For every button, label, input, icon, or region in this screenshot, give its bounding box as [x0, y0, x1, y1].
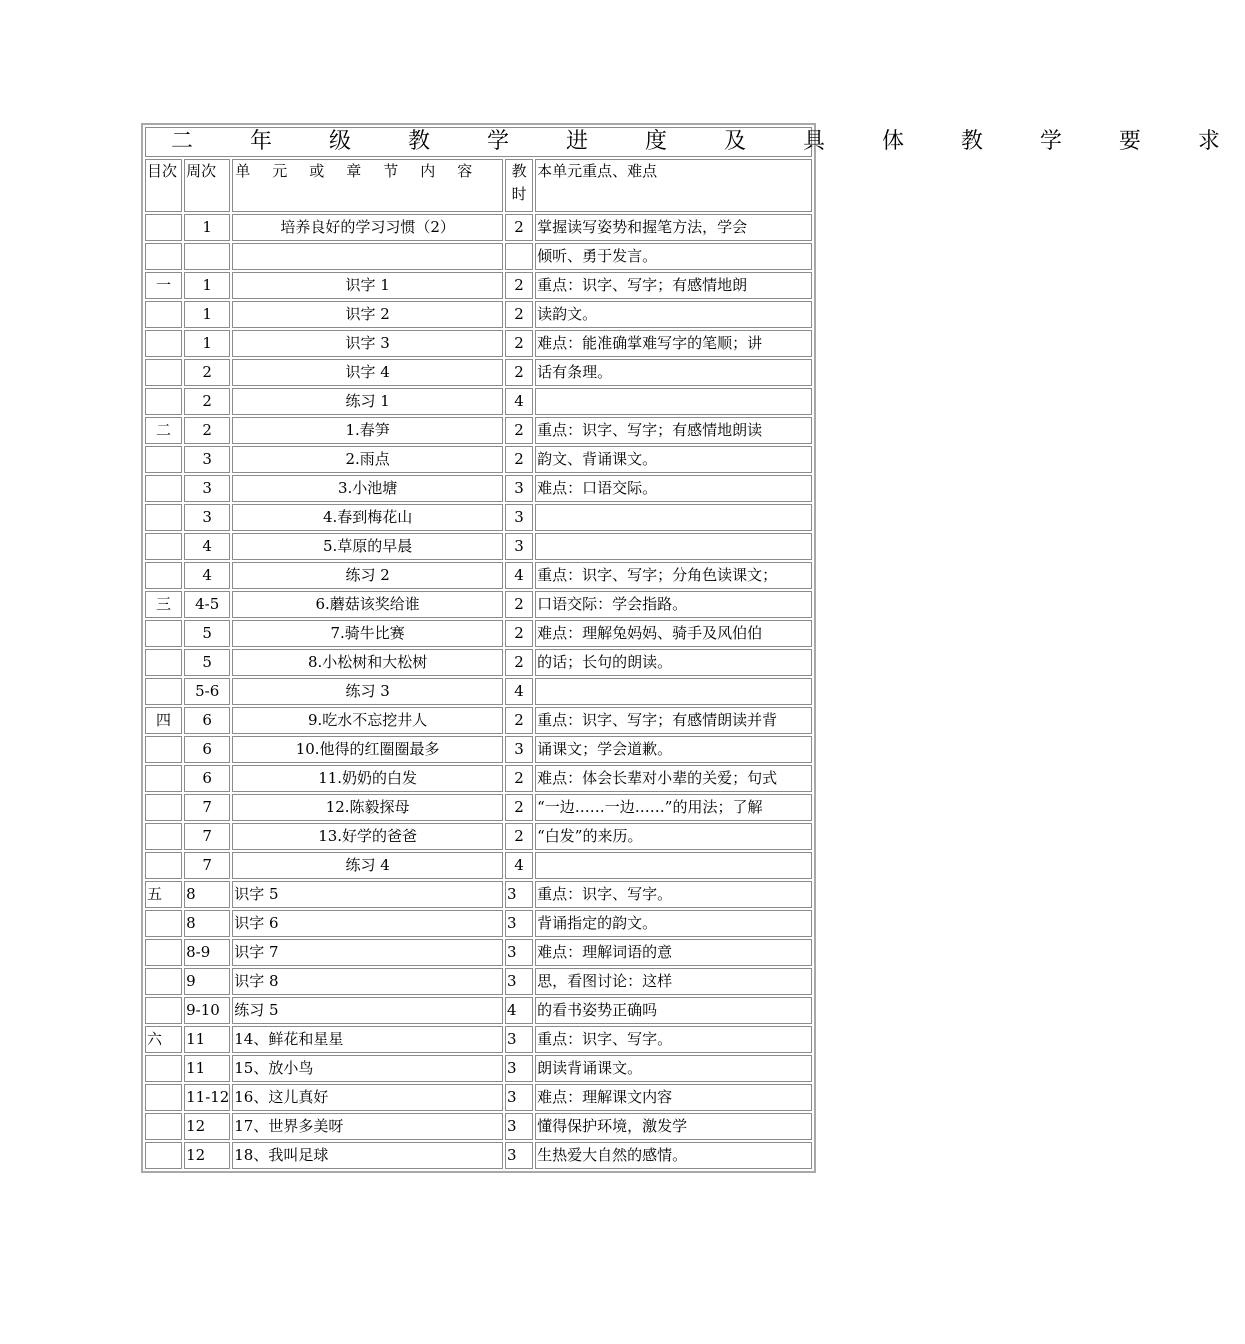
header-content: 单元或章节内容 — [232, 159, 503, 212]
unit-cell — [145, 736, 182, 763]
note-cell: 重点：识字、写字。 — [535, 881, 812, 908]
note-cell: 难点：体会长辈对小辈的关爱；句式 — [535, 765, 812, 792]
hours-cell: 2 — [505, 620, 533, 647]
table-row — [145, 707, 812, 734]
week-cell: 8 — [184, 910, 230, 937]
content-cell: 15、放小鸟 — [232, 1055, 503, 1082]
hours-cell: 3 — [505, 504, 533, 531]
content-cell: 识字 7 — [232, 939, 503, 966]
table-row — [145, 446, 812, 473]
table-row — [145, 620, 812, 647]
table-row — [145, 678, 812, 705]
table-row — [145, 417, 812, 444]
unit-cell: 三 — [145, 591, 182, 618]
note-cell: 难点：能准确掌难写字的笔顺；讲 — [535, 330, 812, 357]
note-cell: 掌握读写姿势和握笔方法，学会 — [535, 214, 812, 241]
hours-cell: 3 — [505, 533, 533, 560]
week-cell: 11-12 — [184, 1084, 230, 1111]
table-row — [145, 1113, 812, 1140]
hours-cell: 3 — [505, 939, 533, 966]
note-cell — [535, 533, 812, 560]
content-cell: 13.好学的爸爸 — [232, 823, 503, 850]
note-cell: 背诵指定的韵文。 — [535, 910, 812, 937]
hours-cell: 3 — [505, 1026, 533, 1053]
table-row — [145, 388, 812, 415]
content-cell: 7.骑牛比赛 — [232, 620, 503, 647]
hours-cell: 2 — [505, 765, 533, 792]
unit-cell — [145, 620, 182, 647]
unit-cell — [145, 1084, 182, 1111]
table-row — [145, 243, 812, 270]
schedule-sheet — [141, 123, 1245, 1173]
unit-cell: 五 — [145, 881, 182, 908]
content-cell: 11.奶奶的白发 — [232, 765, 503, 792]
hours-cell: 4 — [505, 997, 533, 1024]
table-row — [145, 1142, 812, 1169]
note-cell: 重点：识字、写字；分角色读课文； — [535, 562, 812, 589]
content-cell: 8.小松树和大松树 — [232, 649, 503, 676]
table-row — [145, 272, 812, 299]
week-cell: 4 — [184, 533, 230, 560]
week-cell: 8 — [184, 881, 230, 908]
week-cell: 2 — [184, 359, 230, 386]
note-cell — [535, 504, 812, 531]
hours-cell: 2 — [505, 649, 533, 676]
hours-cell: 3 — [505, 1113, 533, 1140]
table-row — [145, 852, 812, 879]
week-cell: 1 — [184, 330, 230, 357]
week-cell: 1 — [184, 301, 230, 328]
unit-cell — [145, 678, 182, 705]
header-notes: 本单元重点、难点 — [535, 159, 812, 212]
content-cell: 练习 1 — [232, 388, 503, 415]
header-row — [145, 159, 812, 212]
note-cell: 倾听、勇于发言。 — [535, 243, 812, 270]
hours-cell: 2 — [505, 301, 533, 328]
unit-cell — [145, 1142, 182, 1169]
content-cell: 1.春笋 — [232, 417, 503, 444]
title-row — [145, 127, 812, 157]
week-cell: 1 — [184, 214, 230, 241]
unit-cell — [145, 330, 182, 357]
unit-cell: 二 — [145, 417, 182, 444]
week-cell: 1 — [184, 272, 230, 299]
unit-cell — [145, 1113, 182, 1140]
week-cell: 7 — [184, 823, 230, 850]
hours-cell: 3 — [505, 1084, 533, 1111]
week-cell: 5 — [184, 620, 230, 647]
unit-cell: 四 — [145, 707, 182, 734]
table-row — [145, 533, 812, 560]
table-row — [145, 765, 812, 792]
header-week: 周次 — [184, 159, 230, 212]
content-cell: 练习 3 — [232, 678, 503, 705]
content-cell: 识字 6 — [232, 910, 503, 937]
note-cell: 重点：识字、写字；有感情朗读并背 — [535, 707, 812, 734]
unit-cell — [145, 852, 182, 879]
content-cell: 识字 8 — [232, 968, 503, 995]
note-cell: 重点：识字、写字。 — [535, 1026, 812, 1053]
note-cell: 懂得保护环境，激发学 — [535, 1113, 812, 1140]
content-cell: 识字 4 — [232, 359, 503, 386]
content-cell: 练习 2 — [232, 562, 503, 589]
unit-cell — [145, 910, 182, 937]
hours-cell — [505, 243, 533, 270]
content-cell: 6.蘑菇该奖给谁 — [232, 591, 503, 618]
page-title: 二 年 级 教 学 进 度 及 具 体 教 学 要 求 — [145, 127, 812, 157]
week-cell: 9 — [184, 968, 230, 995]
unit-cell — [145, 562, 182, 589]
hours-cell: 2 — [505, 330, 533, 357]
week-cell: 6 — [184, 736, 230, 763]
content-cell: 练习 4 — [232, 852, 503, 879]
week-cell: 12 — [184, 1113, 230, 1140]
hours-cell: 2 — [505, 794, 533, 821]
content-cell: 识字 1 — [232, 272, 503, 299]
hours-cell: 4 — [505, 388, 533, 415]
week-cell: 12 — [184, 1142, 230, 1169]
note-cell: 重点：识字、写字；有感情地朗 — [535, 272, 812, 299]
unit-cell — [145, 388, 182, 415]
header-unit: 目次 — [145, 159, 182, 212]
content-cell: 17、世界多美呀 — [232, 1113, 503, 1140]
week-cell: 11 — [184, 1026, 230, 1053]
table-row — [145, 997, 812, 1024]
note-cell: 难点：理解兔妈妈、骑手及风伯伯 — [535, 620, 812, 647]
note-cell: 口语交际：学会指路。 — [535, 591, 812, 618]
content-cell: 识字 5 — [232, 881, 503, 908]
table-row — [145, 794, 812, 821]
note-cell: 难点：理解课文内容 — [535, 1084, 812, 1111]
table-row — [145, 1026, 812, 1053]
content-cell: 9.吃水不忘挖井人 — [232, 707, 503, 734]
unit-cell — [145, 214, 182, 241]
unit-cell — [145, 504, 182, 531]
hours-cell: 4 — [505, 678, 533, 705]
table-row — [145, 1084, 812, 1111]
unit-cell — [145, 1055, 182, 1082]
content-cell: 16、这儿真好 — [232, 1084, 503, 1111]
note-cell: 重点：识字、写字；有感情地朗读 — [535, 417, 812, 444]
week-cell: 3 — [184, 475, 230, 502]
note-cell: 话有条理。 — [535, 359, 812, 386]
table-row — [145, 910, 812, 937]
unit-cell — [145, 765, 182, 792]
week-cell: 9-10 — [184, 997, 230, 1024]
hours-cell: 2 — [505, 417, 533, 444]
week-cell: 4-5 — [184, 591, 230, 618]
content-cell: 14、鲜花和星星 — [232, 1026, 503, 1053]
week-cell: 7 — [184, 794, 230, 821]
header-hours: 教时 — [505, 159, 533, 212]
table-row — [145, 359, 812, 386]
note-cell: 的话；长句的朗读。 — [535, 649, 812, 676]
week-cell: 11 — [184, 1055, 230, 1082]
unit-cell — [145, 446, 182, 473]
unit-cell — [145, 649, 182, 676]
content-cell: 5.草原的早晨 — [232, 533, 503, 560]
note-cell: 难点：口语交际。 — [535, 475, 812, 502]
hours-cell: 3 — [505, 475, 533, 502]
note-cell: 思，看图讨论：这样 — [535, 968, 812, 995]
content-cell: 18、我叫足球 — [232, 1142, 503, 1169]
hours-cell: 2 — [505, 823, 533, 850]
table-row — [145, 1055, 812, 1082]
table-row — [145, 649, 812, 676]
unit-cell — [145, 301, 182, 328]
hours-cell: 3 — [505, 968, 533, 995]
unit-cell — [145, 823, 182, 850]
note-cell: 韵文、背诵课文。 — [535, 446, 812, 473]
week-cell: 2 — [184, 417, 230, 444]
content-cell: 3.小池塘 — [232, 475, 503, 502]
week-cell: 6 — [184, 707, 230, 734]
unit-cell: 六 — [145, 1026, 182, 1053]
unit-cell — [145, 939, 182, 966]
note-cell: “一边……一边……”的用法；了解 — [535, 794, 812, 821]
hours-cell: 3 — [505, 1142, 533, 1169]
week-cell: 2 — [184, 388, 230, 415]
hours-cell: 3 — [505, 910, 533, 937]
hours-cell: 2 — [505, 272, 533, 299]
note-cell: 难点：理解词语的意 — [535, 939, 812, 966]
unit-cell — [145, 359, 182, 386]
week-cell: 7 — [184, 852, 230, 879]
week-cell: 6 — [184, 765, 230, 792]
note-cell: 生热爱大自然的感情。 — [535, 1142, 812, 1169]
week-cell: 3 — [184, 446, 230, 473]
week-cell: 5-6 — [184, 678, 230, 705]
content-cell: 识字 3 — [232, 330, 503, 357]
week-cell: 5 — [184, 649, 230, 676]
schedule-table — [143, 125, 1245, 1171]
hours-cell: 4 — [505, 562, 533, 589]
note-cell — [535, 852, 812, 879]
table-row — [145, 591, 812, 618]
content-cell: 识字 2 — [232, 301, 503, 328]
hours-cell: 4 — [505, 852, 533, 879]
table-row — [145, 475, 812, 502]
unit-cell: 一 — [145, 272, 182, 299]
table-row — [145, 301, 812, 328]
note-cell — [535, 678, 812, 705]
hours-cell: 2 — [505, 591, 533, 618]
table-row — [145, 823, 812, 850]
content-cell: 2.雨点 — [232, 446, 503, 473]
hours-cell: 2 — [505, 446, 533, 473]
table-row — [145, 736, 812, 763]
unit-cell — [145, 968, 182, 995]
table-row — [145, 504, 812, 531]
hours-cell: 3 — [505, 1055, 533, 1082]
hours-cell: 3 — [505, 881, 533, 908]
hours-cell: 2 — [505, 707, 533, 734]
table-row — [145, 330, 812, 357]
week-cell: 3 — [184, 504, 230, 531]
content-cell: 12.陈毅探母 — [232, 794, 503, 821]
table-row — [145, 562, 812, 589]
hours-cell: 3 — [505, 736, 533, 763]
unit-cell — [145, 533, 182, 560]
content-cell: 练习 5 — [232, 997, 503, 1024]
note-cell: 读韵文。 — [535, 301, 812, 328]
unit-cell — [145, 475, 182, 502]
week-cell: 4 — [184, 562, 230, 589]
week-cell: 8-9 — [184, 939, 230, 966]
note-cell: 的看书姿势正确吗 — [535, 997, 812, 1024]
content-cell: 4.春到梅花山 — [232, 504, 503, 531]
table-row — [145, 968, 812, 995]
note-cell: 朗读背诵课文。 — [535, 1055, 812, 1082]
unit-cell — [145, 243, 182, 270]
note-cell: 诵课文；学会道歉。 — [535, 736, 812, 763]
table-row — [145, 881, 812, 908]
note-cell: “白发”的来历。 — [535, 823, 812, 850]
note-cell — [535, 388, 812, 415]
unit-cell — [145, 997, 182, 1024]
week-cell — [184, 243, 230, 270]
content-cell — [232, 243, 503, 270]
hours-cell: 2 — [505, 214, 533, 241]
hours-cell: 2 — [505, 359, 533, 386]
content-cell: 培养良好的学习习惯（2） — [232, 214, 503, 241]
table-row — [145, 214, 812, 241]
table-row — [145, 939, 812, 966]
content-cell: 10.他得的红圈圈最多 — [232, 736, 503, 763]
unit-cell — [145, 794, 182, 821]
